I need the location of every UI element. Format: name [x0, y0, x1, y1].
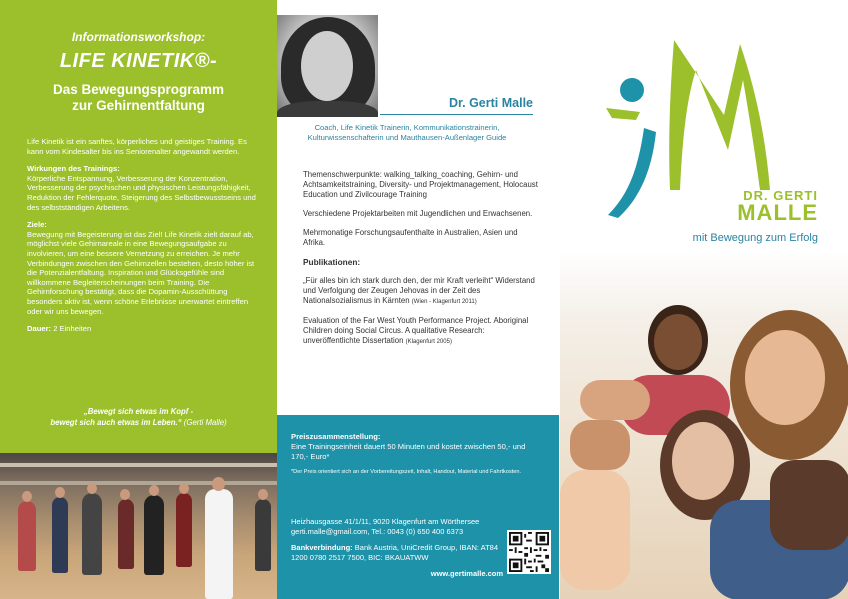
duration-label: Dauer: — [27, 324, 52, 334]
goals-text: Bewegung mit Begeisterung ist das Ziel! Life Kinetik zielt darauf ab, möglichst viele Gehirnareale in eine Bewegungsaufgabe zu involvieren, um eine bessere Vernetzung zu erreichen. Je mehr Verbindungen zwischen den Gehirnzellen bestehen, desto höher ist die Potenzialentfaltung. Inspiration und Glücksgefühle sind willkommene Begleiterscheinungen beim Training. Die Gehirnforschung bestätigt, dass die Dopamin-Ausschüttung besonders aktiv ist, wenn schöne Erlebnisse unerwartet eintreffen oder wir uns bewegen. — [27, 229, 255, 316]
effects-text: Körperliche Entspannung, Verbesserung der Konzentration, Verbesserung der psychischen und physischen Leistungsfähigkeit, Reduktion der Fehlerquote, Steigerung des Selbstbewusstseins und des selbstständigen Arbeitens. — [27, 173, 256, 212]
portrait-shoulders — [277, 101, 378, 117]
stacked-hands — [580, 380, 650, 420]
bank-text: Bank Austria, UniCredit Group, IBAN: AT84 1200 0780 2517 7500, BIC: BKAUATWW — [291, 542, 499, 562]
publication-2-source: (Klagenfurt 2005) — [405, 339, 452, 345]
motto-quote — [0, 406, 277, 428]
participant-head — [22, 491, 32, 502]
participant-head — [55, 487, 65, 498]
participant-head — [87, 483, 97, 494]
publication-1-text: „Für alles bin ich stark durch den, der mir Kraft verleiht“ Widerstand und Verfolgung der Zeugen Jehovas in der Zeit des Nationalsozialismus in Kärnten — [303, 276, 535, 305]
group-teamwork-photo — [560, 250, 848, 599]
portrait-face — [301, 31, 353, 101]
participant — [18, 501, 36, 571]
person-face — [672, 422, 734, 500]
effects-section — [27, 164, 263, 212]
bank-heading: Bankverbindung: — [291, 542, 353, 552]
name-underline — [380, 114, 533, 115]
publications-heading: Publikationen: — [303, 257, 361, 267]
ceiling-beam — [0, 481, 277, 485]
research-paragraph: Mehrmonatige Forschungsaufenthalte in Australien, Asien und Afrika. — [303, 228, 518, 247]
quote-author: (Gerti Malle) — [183, 418, 227, 427]
profile-body — [303, 170, 539, 356]
person-face — [745, 330, 825, 425]
stacked-hands — [570, 420, 630, 470]
left-body-text — [27, 137, 263, 342]
logo-slogan: mit Bewegung zum Erfolg — [692, 232, 818, 244]
logo-m-icon — [669, 40, 770, 190]
logo-dr-text: DR. GERTI — [743, 188, 818, 203]
email-phone[interactable]: gerti.malle@gmail.com, Tel.: 0043 (0) 650 400 6373 — [291, 527, 464, 537]
subtitle-line-2: zur Gehirnentfaltung — [72, 98, 205, 113]
goals-heading: Ziele: — [27, 220, 47, 230]
quote-line-2 — [0, 417, 277, 428]
trainer-roles — [277, 123, 537, 143]
participant — [255, 499, 271, 571]
subtitle-line-1: Das Bewegungsprogramm — [52, 82, 225, 97]
stacked-hands — [560, 470, 630, 590]
effects-heading: Wirkungen des Trainings: — [27, 164, 120, 174]
qr-code[interactable] — [507, 530, 551, 574]
participant — [82, 493, 102, 575]
trainer-head — [212, 477, 225, 491]
person-arm — [770, 460, 848, 550]
qr-code-graphic — [509, 532, 549, 572]
price-heading: Preiszusammenstellung: — [291, 432, 381, 441]
duration-value: 2 Einheiten — [53, 324, 92, 334]
logo-head-icon — [620, 78, 644, 102]
quote-line-1: „Bewegt sich etwas im Kopf - — [83, 407, 194, 416]
role-line-2: Kulturwissenschafterin und Mauthausen-Außenlager Guide — [307, 133, 507, 142]
participant-head — [258, 489, 268, 500]
trainer — [205, 489, 233, 599]
role-line-1: Coach, Life Kinetik Trainerin, Kommunikationstrainerin, — [314, 123, 500, 132]
logo-body-icon — [608, 128, 656, 218]
projects-paragraph: Verschiedene Projektarbeiten mit Jugendlichen und Erwachsenen. — [303, 209, 533, 218]
ceiling-beam — [0, 463, 277, 467]
participant — [118, 499, 134, 569]
bank-details — [291, 543, 501, 564]
publication-2 — [303, 316, 539, 347]
workshop-label: Informationsworkshop: — [71, 30, 206, 44]
workshop-subtitle — [0, 82, 277, 114]
publication-1-source: (Wien - Klagenfurt 2011) — [411, 299, 477, 305]
participant-head — [120, 489, 130, 500]
duration-line — [27, 324, 263, 334]
participant — [176, 493, 192, 567]
publication-2-text: Evaluation of the Far West Youth Performance Project. Aboriginal Children doing Social Circus. A qualitative Research: unveröffentlichte Dissertation — [303, 316, 529, 345]
contact-lines — [291, 517, 501, 538]
price-section — [291, 432, 541, 476]
portrait-photo — [277, 15, 378, 117]
trainer-name: Dr. Gerti Malle — [448, 96, 533, 110]
left-info-panel — [0, 0, 277, 453]
participant — [144, 495, 164, 575]
logo-malle-text: MALLE — [737, 200, 818, 225]
website-link[interactable]: www.gertimalle.com — [430, 569, 503, 578]
price-contact-box — [277, 415, 559, 599]
participant-head — [149, 485, 159, 496]
contact-section — [291, 517, 501, 568]
publications-heading-text: Publikationen — [303, 257, 358, 267]
participant — [52, 497, 68, 573]
price-note: *Der Preis orientiert sich an der Vorbereitungszeit, Inhalt, Handout, Material und Fahrtkosten. — [291, 469, 522, 475]
intro-paragraph: Life Kinetik ist ein sanftes, körperliches und geistiges Training. Es kann vom Kindesalter bis ins Seniorenalter angewandt werden. — [27, 137, 247, 156]
publication-1 — [303, 276, 539, 307]
workshop-title: LIFE KINETIK®- — [59, 50, 218, 72]
logo-arm-icon — [606, 108, 640, 120]
focus-paragraph: Themenschwerpunkte: walking_talking_coaching, Gehirn- und Achtsamkeitstraining, Diversity- und Projektmanagement, Holocaust Education und Zivilcourage Training — [303, 170, 538, 199]
address: Heizhausgasse 41/1/11, 9020 Klagenfurt am Wörthersee — [291, 517, 480, 526]
goals-section — [27, 220, 263, 316]
participant-head — [179, 483, 189, 494]
gym-training-photo — [0, 453, 277, 599]
quote-line-2-text: bewegt sich auch etwas im Leben.“ — [50, 418, 182, 427]
person-face — [654, 314, 702, 370]
price-text: Eine Trainingseinheit dauert 50 Minuten und kostet zwischen 50,- und 170,- Euro* — [291, 442, 526, 461]
